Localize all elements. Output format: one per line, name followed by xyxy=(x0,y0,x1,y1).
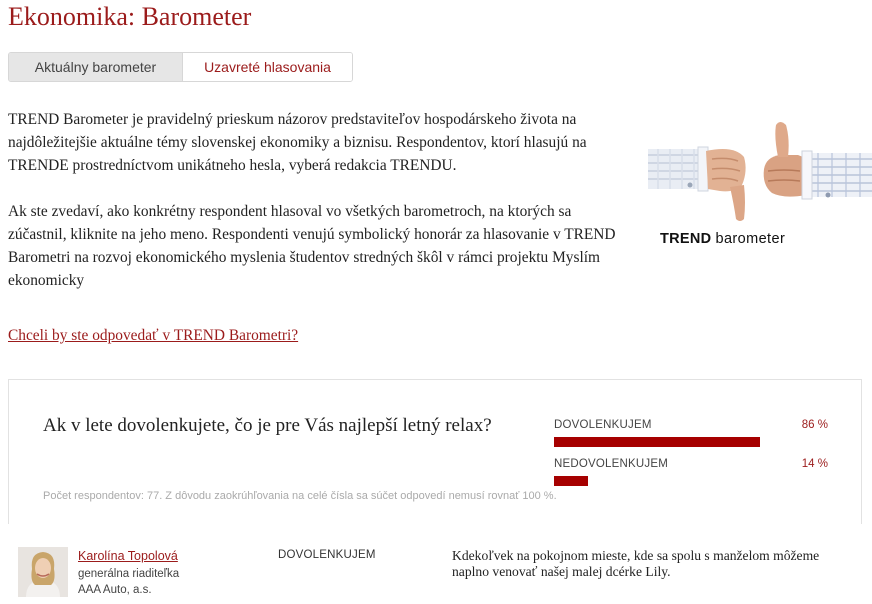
page-title: Ekonomika: Barometer xyxy=(8,2,252,31)
answer-in-barometer-link[interactable]: Chceli by ste odpovedať v TREND Barometri? xyxy=(8,327,299,344)
intro-paragraph-2: Ak ste zvedaví, ako konkrétny respondent hlasoval vo všetkých barometroch, na ktorých sa zúčastnil, kliknite na jeho meno. Respondenti venujú symbolický honorár za hlasovanie v TREND Barometri na rozvoj ekonomického myslenia študentov stredných škôl v rámci projektu Myslím ekonomicky xyxy=(8,203,616,289)
intro-paragraph-1: TREND Barometer je pravidelný prieskum názorov predstaviteľov hospodárskeho života na najdôležitejšie aktuálne témy slovenskej ekonomiky a biznisu. Respondentov, ktorí hlasujú na TRENDE prostredníctvom unikátneho hesla, vyberá redakcia TRENDU. xyxy=(8,111,587,174)
person-photo-icon xyxy=(18,547,68,597)
answer-percent-dovolenkujem: 86 % xyxy=(801,419,828,431)
answer-label-dovolenkujem: DOVOLENKUJEM xyxy=(554,419,652,431)
trend-barometer-logo xyxy=(648,115,872,255)
respondent-company: AAA Auto, a.s. xyxy=(78,584,152,596)
answer-bar-track-dovolenkujem xyxy=(554,437,794,447)
thumbs-up-down-icon xyxy=(648,115,872,227)
logo-word-trend: TREND xyxy=(660,231,712,247)
poll-panel xyxy=(8,379,862,524)
respondent-name-link[interactable]: Karolína Topolová xyxy=(78,549,178,563)
respondent-role: generálna riaditeľka xyxy=(78,568,180,580)
barometer-tabs xyxy=(8,52,353,82)
tab-current-barometer[interactable]: Aktuálny barometer xyxy=(9,53,182,81)
logo-word-barometer: barometer xyxy=(715,231,786,247)
answer-bar-dovolenkujem xyxy=(554,437,760,447)
poll-footnote: Počet respondentov: 77. Z dôvodu zaokrúhľovania na celé čísla sa súčet odpovedí nemusí rovnať 100 %. xyxy=(43,490,557,502)
answer-label-nedovolenkujem: NEDOVOLENKUJEM xyxy=(554,458,668,470)
answer-bar-track-nedovolenkujem xyxy=(554,476,794,486)
logo-wordmark xyxy=(660,231,785,247)
respondent-row xyxy=(0,540,872,604)
answer-percent-nedovolenkujem: 14 % xyxy=(801,458,828,470)
tab-closed-polls[interactable]: Uzavreté hlasovania xyxy=(182,53,352,81)
answer-bar-nedovolenkujem xyxy=(554,476,588,486)
respondent-comment: Kdekoľvek na pokojnom mieste, kde sa spolu s manželom môžeme naplno venovať našej malej dcérke Lily. xyxy=(452,548,820,579)
intro-text xyxy=(8,108,632,315)
avatar xyxy=(18,547,68,597)
poll-question: Ak v lete dovolenkujete, čo je pre Vás najlepší letný relax? xyxy=(43,415,492,436)
respondent-answer: DOVOLENKUJEM xyxy=(278,549,376,561)
